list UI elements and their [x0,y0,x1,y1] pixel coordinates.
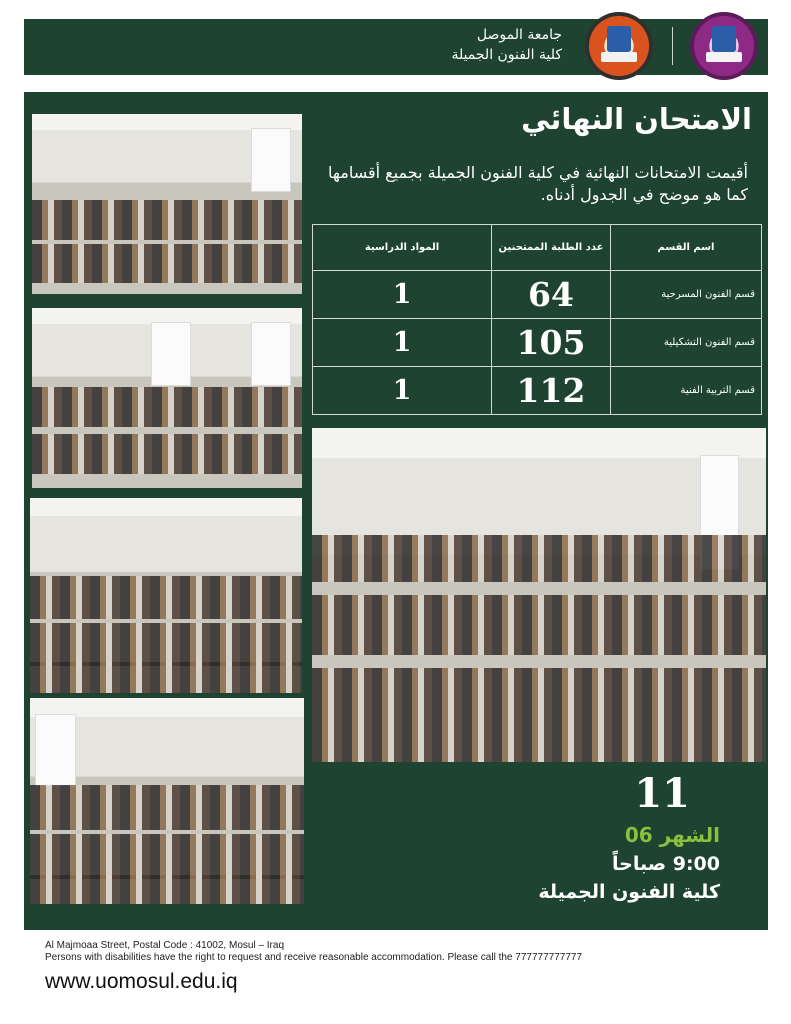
college-name: كلية الفنون الجميلة [451,47,562,63]
subjects-cell: 1 [313,271,492,319]
table-header: المواد الدراسية [313,225,492,271]
exam-month: الشهر 06 [624,823,720,847]
exam-hall-photo [30,698,304,904]
exam-table [312,224,762,415]
exam-hall-photo [32,114,302,294]
footer [45,940,582,994]
subjects-cell: 1 [313,319,492,367]
dept-cell: قسم الفنون التشكيلية [611,319,762,367]
footer-address: Al Majmoaa Street, Postal Code : 41002, Mosul – Iraq [45,940,285,951]
exam-date-block [538,772,720,906]
page-title: الامتحان النهائي [521,102,752,136]
dept-cell: قسم الفنون المسرحية [611,271,762,319]
website-link[interactable]: www.uomosul.edu.iq [45,970,238,993]
table-header-row [313,225,762,271]
footer-accessibility-note: Persons with disabilities have the right to request and receive reasonable accommodation. Please call the 777777777777 [45,952,583,963]
university-logo [585,12,653,80]
exam-hall-photo [32,308,302,488]
table-header: اسم القسم [611,225,762,271]
intro-text: أقيمت الامتحانات النهائية في كلية الفنون الجميلة بجميع أقسامها كما هو موضح في الجدول أدناه. [328,163,748,204]
exam-place: كلية الفنون الجميلة [538,881,720,903]
table-header: عدد الطلبة الممتحنين [492,225,611,271]
count-cell: 112 [492,367,611,415]
dept-cell: قسم التربية الفنية [611,367,762,415]
table-row [313,367,762,415]
main-panel [24,92,768,930]
header-divider [672,27,673,65]
university-name-block [451,25,562,65]
count-cell: 64 [492,271,611,319]
exam-time: 9:00 صباحاً [612,853,720,875]
header-banner [24,19,768,75]
exam-day: 11 [634,770,690,817]
college-logo [690,12,758,80]
university-name: جامعة الموصل [476,27,562,43]
table-row [313,319,762,367]
exam-hall-photo-large [312,428,766,762]
subjects-cell: 1 [313,367,492,415]
count-cell: 105 [492,319,611,367]
exam-hall-photo [30,498,302,693]
table-row [313,271,762,319]
